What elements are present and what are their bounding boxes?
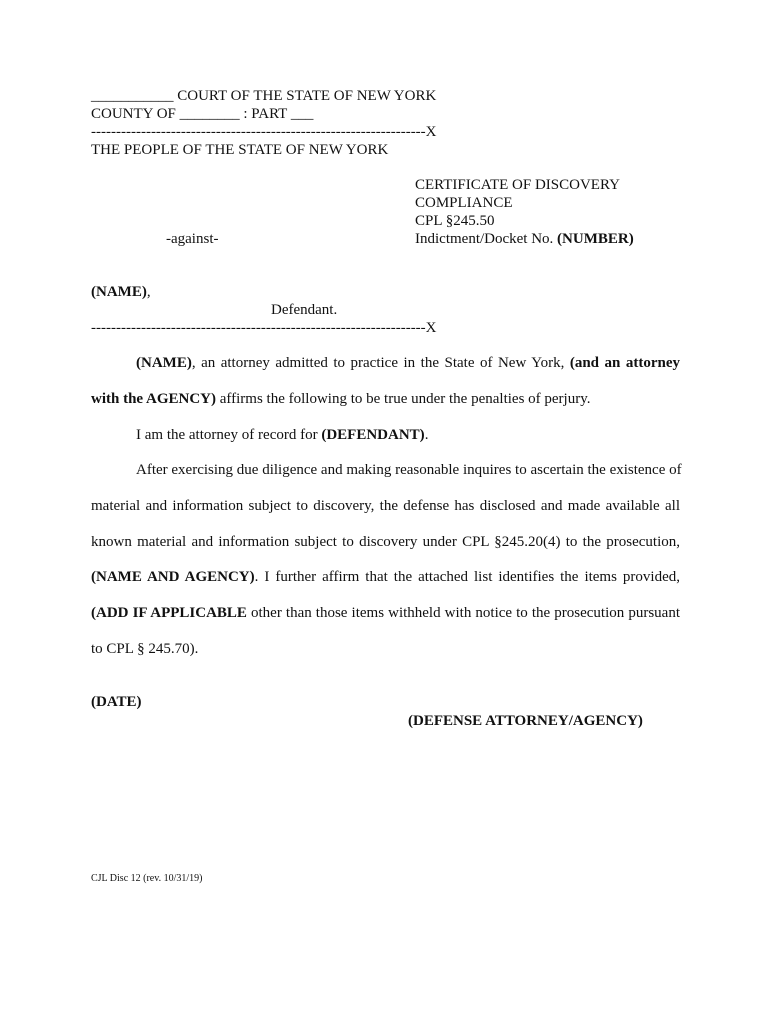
people-line: THE PEOPLE OF THE STATE OF NEW YORK	[91, 142, 389, 158]
court-line: ___________ COURT OF THE STATE OF NEW YORK	[91, 88, 437, 104]
paragraph-3-line-5-text: other than those items withheld with notice to the prosecution pursuant	[246, 605, 680, 621]
paragraph-2	[136, 426, 428, 444]
certificate-title-line-1: CERTIFICATE OF DISCOVERY	[415, 177, 620, 193]
certificate-title-line-2: COMPLIANCE	[415, 195, 513, 211]
paragraph-2-text: I am the attorney of record for	[136, 427, 322, 443]
paragraph-1-line-1	[136, 354, 680, 372]
paragraph-2-end: .	[424, 427, 429, 443]
county-line: COUNTY OF ________ : PART ___	[91, 106, 314, 122]
docket-number: (NUMBER)	[557, 231, 634, 247]
paragraph-3-line-2: material and information subject to discovery, the defense has disclosed and made available all	[91, 498, 680, 514]
docket-label: Indictment/Docket No.	[415, 231, 558, 247]
defendant-label: Defendant.	[271, 302, 338, 318]
paragraph-3-line-5	[91, 604, 680, 622]
date-text: (DATE)	[91, 694, 142, 710]
attorney-text: (DEFENSE ATTORNEY/AGENCY)	[408, 713, 643, 729]
attorney-signature-placeholder	[408, 712, 643, 730]
docket-line	[415, 230, 634, 248]
paragraph-3-line-3: known material and information subject to discovery under CPL §245.20(4) to the prosecution,	[91, 534, 680, 550]
caption-separator-top: -------------------------------------------------------------------X	[91, 124, 437, 140]
paragraph-3-line-4	[91, 568, 680, 586]
caption-separator-bottom: -------------------------------------------------------------------X	[91, 320, 437, 336]
date-placeholder	[91, 693, 142, 711]
paragraph-3-line-1: After exercising due diligence and making reasonable inquires to ascertain the existence of	[136, 462, 682, 478]
paragraph-1-text-2: affirms the following to be true under the penalties of perjury.	[216, 391, 591, 407]
defendant-name-suffix: ,	[146, 284, 151, 300]
form-identifier: CJL Disc 12 (rev. 10/31/19)	[91, 873, 203, 884]
cpl-citation: CPL §245.50	[415, 213, 495, 229]
paragraph-1-line-2	[91, 390, 591, 408]
defendant-placeholder: (DEFENDANT)	[321, 427, 425, 443]
agency-clause-start: (and an attorney	[569, 355, 680, 371]
applicable-placeholder: (ADD IF APPLICABLE	[91, 605, 247, 621]
defendant-name-line	[91, 283, 151, 301]
paragraph-3-line-6: to CPL § 245.70).	[91, 641, 199, 657]
against-label: -against-	[166, 231, 219, 247]
affirmant-name: (NAME)	[136, 355, 192, 371]
agency-clause-end: with the AGENCY)	[91, 391, 217, 407]
paragraph-3-line-4-text: . I further affirm that the attached list identifies the items provided,	[254, 569, 680, 585]
paragraph-1-text: , an attorney admitted to practice in the State of New York,	[191, 355, 565, 371]
defendant-name: (NAME)	[91, 284, 147, 300]
prosecution-placeholder: (NAME AND AGENCY)	[91, 569, 255, 585]
